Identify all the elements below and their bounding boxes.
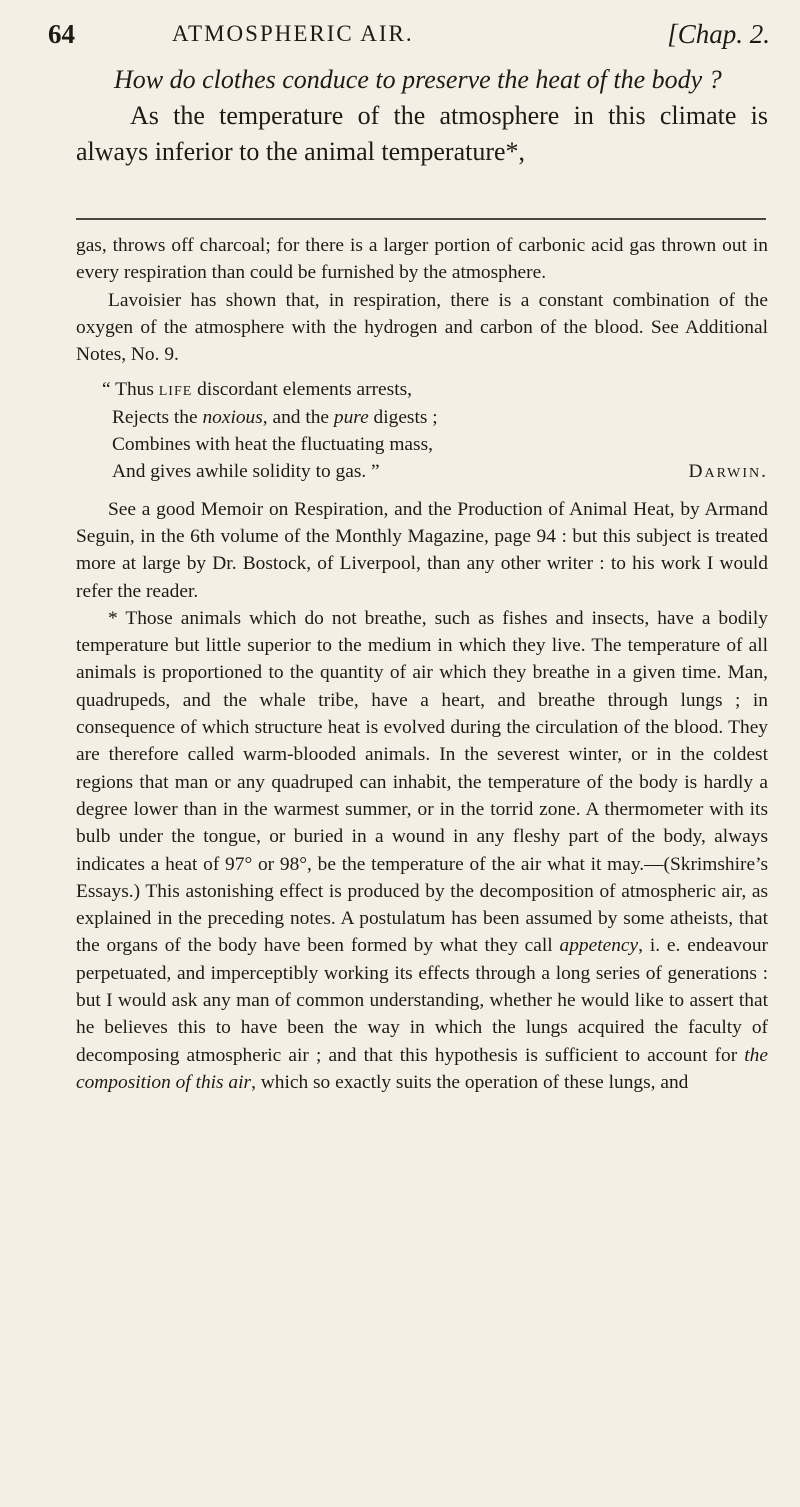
poem-word-life: life bbox=[158, 379, 193, 401]
footnotes bbox=[76, 232, 768, 1096]
footnote-animal-heat bbox=[76, 605, 768, 1096]
poem-line-2-a: Rejects the bbox=[112, 406, 203, 428]
footnote-animal-heat-c: , which so exactly suits the operation of these lungs, and bbox=[251, 1071, 689, 1093]
page-header bbox=[48, 14, 770, 54]
catechism-question: How do clothes conduce to preserve the heat of the body ? bbox=[114, 65, 722, 94]
poem-line-1 bbox=[102, 376, 768, 403]
poem-author: Darwin. bbox=[688, 461, 768, 483]
poem-line-1-rest: discordant elements arrests, bbox=[192, 379, 412, 401]
poem-word-pure: pure bbox=[333, 406, 369, 428]
darwin-quotation bbox=[102, 376, 768, 485]
footnote-continuation: gas, throws off charcoal; for there is a larger portion of carbonic acid gas thrown out in every respiration than could be furnished by the atmosphere. bbox=[76, 235, 768, 284]
poem-line-2-b: , and the bbox=[262, 406, 334, 428]
poem-line-2-c: digests ; bbox=[368, 406, 438, 428]
poem-line-3: Combines with heat the fluctuating mass, bbox=[112, 434, 433, 456]
footnote-divider bbox=[76, 218, 766, 220]
footnote-animal-heat-b: , i. e. endeavour perpetuated, and imperceptibly working its effects through a long series of generations : but I would ask any man of common understanding, whether he would like to assert that he believes this to have been the way in which the lungs acquired the faculty of decomposing atmospheric air ; and that this hypothesis is sufficient to account for bbox=[76, 935, 768, 1066]
poem-line-4-text: And gives awhile solidity to gas. ” bbox=[112, 461, 380, 483]
poem-word-noxious: noxious bbox=[202, 406, 263, 428]
poem-line-4 bbox=[112, 458, 768, 485]
running-title: ATMOSPHERIC AIR. bbox=[172, 21, 414, 46]
main-text bbox=[76, 62, 768, 170]
footnote-seguin: See a good Memoir on Respiration, and the Production of Animal Heat, by Armand Seguin, in the 6th volume of the Monthly Magazine, page 94 : but this subject is treated more at large by Dr. Bostock, of Liverpool, than any other writer : to his work I would refer the reader. bbox=[76, 498, 768, 602]
phrase-composition-of-air: the composition of this air bbox=[76, 1044, 768, 1093]
word-appetency: appetency bbox=[559, 935, 639, 957]
page-number: 64 bbox=[48, 19, 75, 49]
footnote-lavoisier: Lavoisier has shown that, in respiration, there is a constant combination of the oxygen of the atmosphere with the hydrogen and carbon of the blood. See Additional Notes, No. 9. bbox=[76, 289, 768, 366]
catechism-answer: As the temperature of the atmosphere in this climate is always inferior to the animal temperature*, bbox=[76, 101, 768, 166]
quote-open: “ Thus bbox=[102, 379, 159, 401]
footnote-animal-heat-a: * Those animals which do not breathe, such as fishes and insects, have a bodily temperature but little superior to the medium in which they live. The temperature of all animals is proportioned to the quantity of air which they breathe in a given time. Man, quadrupeds, and the whale tribe, have a heart, and breathe through lungs ; in consequence of which structure heat is evolved during the circulation of the blood. They are therefore called warm-blooded animals. In the severest winter, or in the coldest regions that man or any quadruped can inhabit, the temperature of the body is hardly a degree lower than in the warmest summer, or in the torrid zone. A thermometer with its bulb under the tongue, or buried in a wound in any fleshy part of the body, always indicates a heat of 97° or 98°, be the temperature of the air what it may.—(Skrimshire’s Essays.) This astonishing effect is produced by the decomposition of atmospheric air, as explained in the preceding notes. A postulatum has been assumed by some atheists, that the organs of the body have been formed by what they call bbox=[76, 607, 768, 957]
poem-line-2 bbox=[112, 404, 768, 431]
chapter-label: [Chap. 2. bbox=[667, 19, 770, 49]
